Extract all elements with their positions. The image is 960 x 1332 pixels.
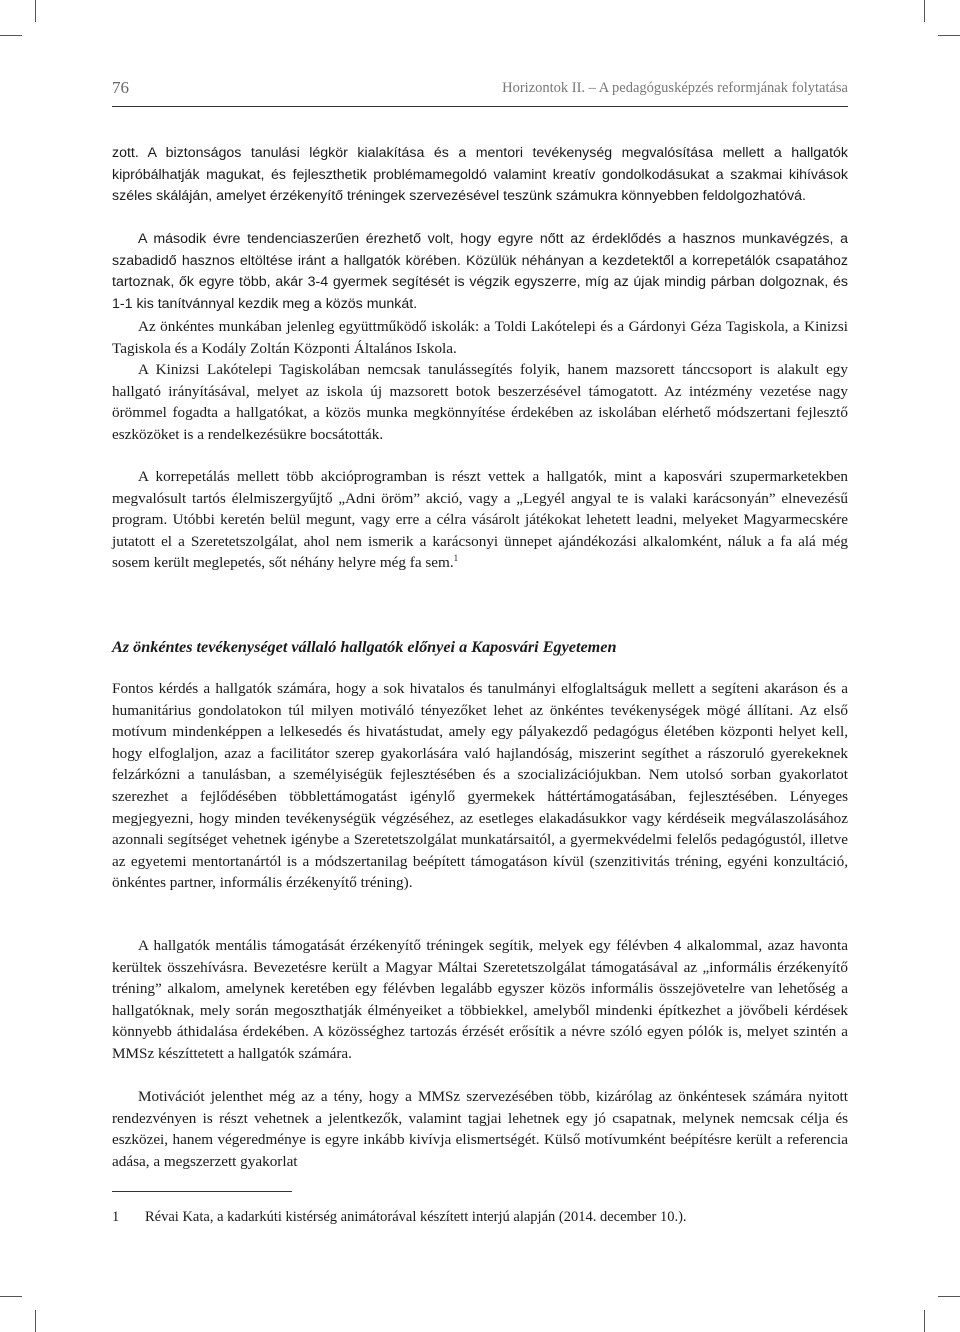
paragraph-intro: zott. A biztonságos tanulási légkör kialakítása és a mentori tevékenység megvalósítása mellett a hallgatók kipróbálhatják magukat, és fejleszthetik problémamegoldó valamint kreatív gondolkodásukat a szakmai kihívások széles skáláján, amelyet érzékenyítő tréningek szervezésével teszünk számukra könnyebben feldolgozhatóvá.: [112, 145, 848, 205]
crop-mark-bottom-left-v: [35, 1310, 36, 1332]
footnote-rule: [112, 1191, 292, 1192]
paragraph-second-year: A második évre tendenciaszerűen érezhető volt, hogy egyre nőtt az érdeklődés a hasznos munkavégzés, a szabadidő hasznos eltöltése iránt a hallgatók körében. Közülük néhányan a kezdetektől a korrepetálók csapatához tartoznak, ők egyre több, akár 3-4 gyermek segítését is végzik egyszerre, míg az újak mindig párban dolgoznak, és 1-1 kis tanítvánnyal kezdik meg a közös munkát.: [112, 231, 848, 312]
crop-mark-bottom-left-h: [0, 1296, 22, 1297]
paragraph-partner-schools: Az önkéntes munkában jelenleg együttműködő iskolák: a Toldi Lakótelepi és a Gárdonyi Géza Tagiskola, a Kinizsi Tagiskola és a Kodály Zoltán Központi Általános Iskola.: [112, 318, 848, 357]
page-header: [112, 78, 848, 100]
crop-mark-top-right-h: [938, 35, 960, 36]
footnote-text: Révai Kata, a kadarkúti kistérség animátorával készített interjú alapján (2014. december 10.).: [145, 1209, 687, 1225]
crop-mark-top-left-v: [35, 0, 36, 22]
paragraph-kinizsi: A Kinizsi Lakótelepi Tagiskolában nemcsak tanulássegítés folyik, hanem mazsorett tánccsoport is alakult egy hallgató irányításával, melyet az iskola új mazsorett botok beszerzésével támogatott. Az intézmény vezetése nagy örömmel fogadta a hallgatókat, a közös munka megkönnyítése érdekében az iskolában elérhető módszertani fejlesztő eszközöket is a rendelkezésükre bocsátották.: [112, 361, 848, 443]
crop-mark-top-left-h: [0, 35, 22, 36]
action-programs-text: A korrepetálás mellett több akcióprogramban is részt vettek a hallgatók, mint a kaposvári szupermarketekben megvalósult tartós élelmiszergyűjtő „Adni öröm” akció, vagy a „Legyél angyal te is valaki karácsonyán” elnevezésű program. Utóbbi keretén belül megunt, vagy erre a célra vásárolt játékokat lehetett leadni, melyeket Magyarmecskére jutatott el a Szeretetszolgálat, ahol nem ismerik a karácsonyi ünnepet ajándékozási alkalomként, náluk a fa alá még sosem került meglepetés, sőt néhány helyre még fa sem.: [112, 468, 848, 572]
footnote-number: 1: [112, 1209, 120, 1225]
section-heading: Az önkéntes tevékenységet vállaló hallgatók előnyei a Kaposvári Egyetemen: [112, 638, 617, 656]
crop-mark-bottom-right-v: [924, 1310, 925, 1332]
crop-mark-bottom-right-h: [938, 1296, 960, 1297]
header-rule: [112, 106, 848, 107]
footnote-ref[interactable]: 1: [453, 553, 459, 564]
running-title: Horizontok II. – A pedagógusképzés reformjának folytatása: [502, 80, 848, 96]
paragraph-mmsz: Motivációt jelenthet még az a tény, hogy a MMSz szervezésében több, kizárólag az önkéntesek számára nyitott rendezvényen is részt vehetnek a jelentkezők, valamint tagjai lehetnek egy jó csapatnak, melynek nemcsak célja és eszközei, hanem végeredménye is egyre inkább kivívja elismertségét. Külső motívumként beépítésre került a referencia adása, a megszerzett gyakorlat: [112, 1088, 848, 1170]
paragraph-motivation: Fontos kérdés a hallgatók számára, hogy a sok hivatalos és tanulmányi elfoglaltságuk mellett a segíteni akaráson és a humanitárius gondolatokon túl milyen motiváló tényezőket lehet az önkéntes tevékenységek mögé állítani. Az első motívum mindenképpen a lelkesedés és hivatástudat, amely egy pályakezdő pedagógus életében központi helyet kell, hogy elfoglaljon, azaz a facilitátor szerep gyakorlására való hajlandóság, miszerint segíthet a rászoruló gyerekeknek felzárkózni a tanulásban, a személyiségük fejlesztésében és a szocializációjukban. Nem utolsó sorban gyakorlatot szerezhet a fejlődésében többlettámogatást igénylő gyermekek háttértámogatásában, fejlesztésében. Lényeges megjegyezni, hogy minden tevékenységük végzéséhez, az esetleges elakadásukkor vagy kérdéseik megválaszolásához azonnali segítséget vehetnek igénybe a Szeretetszolgálat munkatársaitól, a gyermekvédelmi felelős pedagógustól, illetve az egyetemi mentortanártól is a módszertanilag beépített támogatáson kívül (szenzitivitás tréning, egyéni konzultáció, önkéntes partner, informális érzékenyítő tréning).: [112, 680, 848, 892]
paragraph-action-programs: [112, 466, 848, 574]
page-number: 76: [112, 78, 129, 97]
paragraph-mental-support: A hallgatók mentális támogatását érzékenyítő tréningek segítik, melyek egy félévben 4 alkalommal, azaz havonta kerültek összehívásra. Bevezetésre került a Magyar Máltai Szeretetszolgálat támogatásával az „informális érzékenyítő tréning” alkalom, amelynek keretében egy félévben legalább egyszer közös informális összejövetelre van lehetőség a hallgatóknak, mely során megoszthatják élményeiket a többiekkel, amelyből mindenki építkezhet a jövőbeli kérdések könnyebb áthidalása érdekében. A közösséghez tartozás érzését erősítik a névre szóló egyen pólók is, melyet szintén a MMSz készíttetett a hallgatók számára.: [112, 937, 848, 1062]
crop-mark-top-right-v: [924, 0, 925, 22]
